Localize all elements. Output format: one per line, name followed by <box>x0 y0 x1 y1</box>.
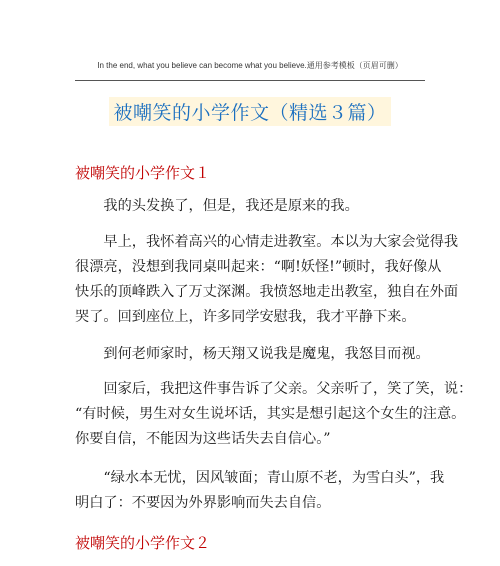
paragraph-line: 回家后，我把这件事告诉了父亲。父亲听了，笑了笑，说： <box>75 381 473 397</box>
document-title: 被嘲笑的小学作文（精选３篇） <box>109 97 390 126</box>
section-heading-2: 被嘲笑的小学作文２ <box>75 534 211 552</box>
paragraph-line: 很漂亮，没想到我同桌叫起来：“啊!妖怪!”顿时，我好像从 <box>75 259 442 275</box>
paragraph-line: 我的头发换了，但是，我还是原来的我。 <box>75 198 359 214</box>
paragraph-4 <box>75 377 473 452</box>
paragraph-5 <box>75 466 445 516</box>
paragraph-1 <box>75 194 425 219</box>
paragraph-line: “有时候，男生对女生说坏话，其实是想引起这个女生的注意。 <box>75 406 466 422</box>
paragraph-3 <box>75 342 430 367</box>
section-heading-1: 被嘲笑的小学作文１ <box>75 164 211 182</box>
paragraph-line: 明白了：不要因为外界影响而失去自信。 <box>75 495 331 511</box>
paragraph-line: 哭了。回到座位上，许多同学安慰我，我才平静下来。 <box>75 309 416 325</box>
paragraph-2 <box>75 230 459 330</box>
paragraph-line: 快乐的顶峰跌入了万丈深渊。我愤怒地走出教室，独自在外面 <box>75 284 459 300</box>
paragraph-line: 到何老师家时，杨天翔又说我是魔鬼，我怒目而视。 <box>75 346 430 362</box>
paragraph-line: “绿水本无忧，因风皱面；青山原不老，为雪白头”，我 <box>75 470 445 486</box>
page-header-motto: In the end, what you believe can become what you believe.通用参考模板（页眉可删） <box>97 61 403 70</box>
paragraph-line: 你要自信，不能因为这些话失去自信心。” <box>75 431 331 447</box>
paragraph-line: 早上，我怀着高兴的心情走进教室。本以为大家会觉得我 <box>75 234 459 250</box>
header-divider <box>75 80 425 81</box>
title-container <box>0 97 500 126</box>
